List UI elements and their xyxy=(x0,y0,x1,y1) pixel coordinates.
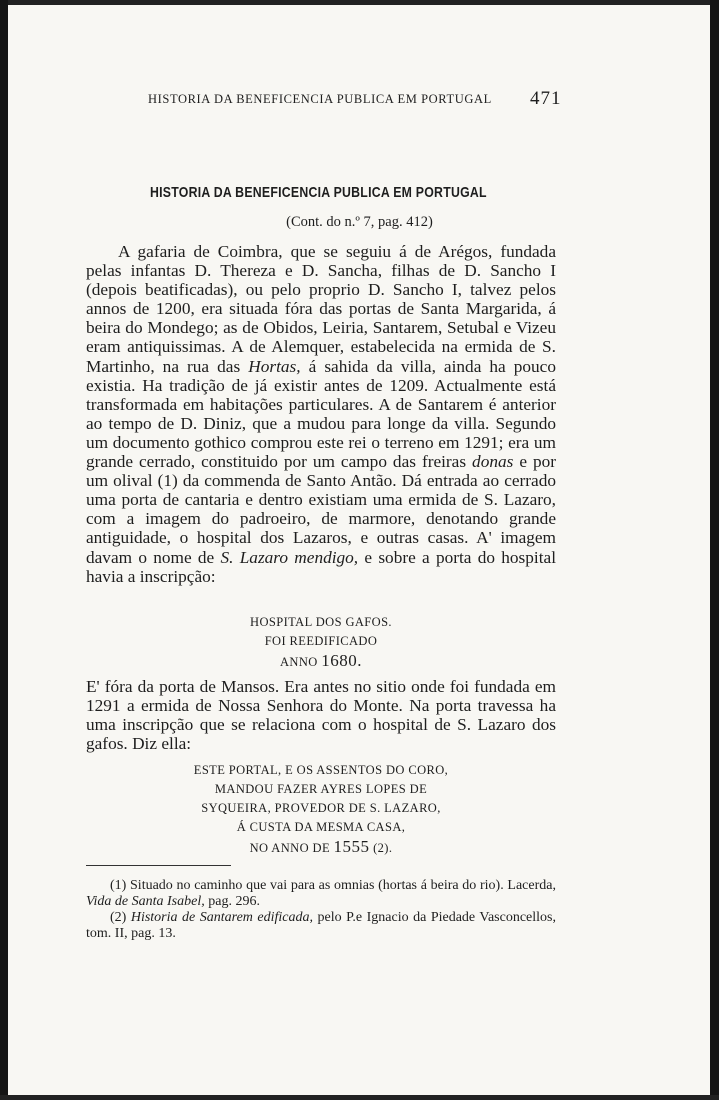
inscription1-line3 xyxy=(86,651,556,672)
fn2-start: (2) xyxy=(110,910,131,925)
inscription1-year: 1680. xyxy=(321,651,362,670)
inscription1-line1: HOSPITAL DOS GAFOS. xyxy=(250,615,392,629)
inscription1-anno: ANNO xyxy=(280,655,318,669)
inscription2-line2: MANDOU FAZER AYRES LOPES DE xyxy=(214,782,428,796)
paragraph-mansos: E' fóra da porta de Mansos. Era antes no sitio onde foi fundada em 1291 a ermida de Nossa Senhora do Monte. Na porta travessa ha uma inscripção que se relaciona com o hospital de S. Lazaro dos gafos. Diz ella: xyxy=(86,677,556,754)
fn1-end: pag. 296. xyxy=(204,894,260,909)
page-number: 471 xyxy=(530,88,562,109)
scan-border-top xyxy=(0,0,719,5)
fn1-text: (1) Situado no caminho que vai para as omnias (hortas á beira do rio). Lacerda, xyxy=(110,878,556,893)
fn2-italic: Historia de Santarem edificada, xyxy=(130,910,314,925)
p1-text-1: A gafaria de Coimbra, que se seguiu á de Arégos, fundada pelas infantas D. Thereza e D. Sancha, filhas de D. Sancho I (depois beatificadas), ou pelo proprio D. Sancho I, talvez pelos annos de 1200, era situada fóra das portas de Santa Margarida, á beira do Mondego; as de Obidos, Leiria, Santarem, Setubal e Vizeu eram antiquissimas. A de Alemquer, estabelecida na ermida de S. Martinho, na rua das xyxy=(86,242,556,376)
inscription2-line5 xyxy=(86,837,556,858)
inscription-hospital xyxy=(86,613,556,672)
running-header: HISTORIA DA BENEFICENCIA PUBLICA EM PORTUGAL xyxy=(148,92,492,106)
paragraph-gafaria xyxy=(86,242,556,586)
footnote-1 xyxy=(86,878,556,910)
p1-text-4: e sobre a porta do hospital havia a inscripção: xyxy=(86,547,556,586)
fn2-text: pelo P.e Ignacio da Piedade Vasconcellos, tom. II, pag. 13. xyxy=(86,910,556,941)
inscription2-note: (2). xyxy=(373,841,393,855)
p1-text-2: á sahida da villa, ainda ha pouco existia. Ha tradição de já existir antes de 1209. Actualmente está transformada em habitações particulares. A de Santarem é anterior ao tempo de D. Diniz, que a mudou para longe da villa. Segundo um documento gothico comprou este rei o terreno em 1291; era um grande cerrado, constituido por um campo das freiras xyxy=(86,356,556,472)
footnotes xyxy=(86,878,556,942)
scan-border-bottom xyxy=(0,1095,719,1100)
scan-border-right xyxy=(710,0,719,1100)
inscription2-line4: Á CUSTA DA MESMA CASA, xyxy=(236,820,406,834)
inscription-portal xyxy=(86,761,556,858)
inscription2-anno: NO ANNO DE xyxy=(249,841,330,855)
inscription2-line1: ESTE PORTAL, E OS ASSENTOS DO CORO, xyxy=(193,763,449,777)
inscription1-line2: FOI REEDIFICADO xyxy=(264,634,378,648)
continuation-note: (Cont. do n.º 7, pag. 412) xyxy=(286,214,433,230)
footnote-divider xyxy=(86,865,231,866)
p1-italic-donas: donas xyxy=(472,452,514,472)
article-title: HISTORIA DA BENEFICENCIA PUBLICA EM PORTUGAL xyxy=(150,184,487,201)
scan-border-left xyxy=(0,0,8,1100)
inscription2-year: 1555 xyxy=(333,837,370,856)
p1-text-3: e por um olival (1) da commenda de Santo Antão. Dá entrada ao cerrado uma porta de cantaria e dentro existiam uma ermida de S. Lazaro, com a imagem do padroeiro, de marmore, denotando grande antiguidade, o hospital dos Lazaros, e outras casas. A' imagem davam o nome de xyxy=(86,452,556,567)
p1-italic-lazaro: S. Lazaro mendigo, xyxy=(220,547,359,567)
inscription2-line3: SYQUEIRA, PROVEDOR DE S. LAZARO, xyxy=(201,801,441,815)
footnote-2 xyxy=(86,910,556,942)
fn1-italic: Vida de Santa Isabel, xyxy=(86,894,205,909)
p1-italic-hortas: Hortas, xyxy=(248,356,301,376)
